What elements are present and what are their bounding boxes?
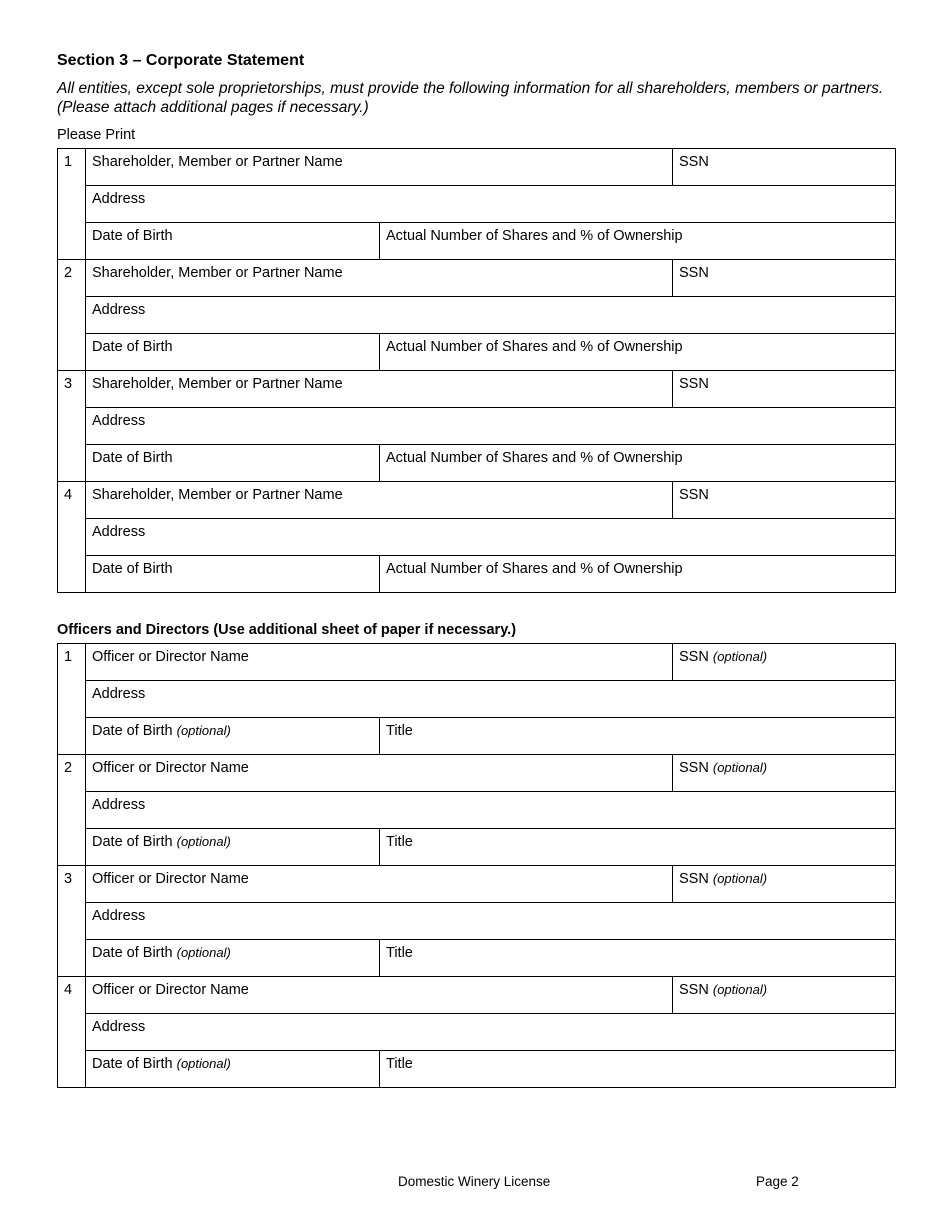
officer-address-row xyxy=(58,903,896,940)
officer-address-label: Address xyxy=(92,1019,146,1035)
officer-title-label: Title xyxy=(386,945,413,961)
shareholder-address-field[interactable] xyxy=(86,297,896,334)
shareholder-address-row xyxy=(58,408,896,445)
shareholder-dob-row xyxy=(58,445,896,482)
shareholder-address-field[interactable] xyxy=(86,408,896,445)
officer-address-label: Address xyxy=(92,908,146,924)
officer-name-label: Officer or Director Name xyxy=(92,649,249,665)
shareholder-name-field[interactable] xyxy=(86,482,673,519)
officer-title-label: Title xyxy=(386,834,413,850)
shareholder-shares-label: Actual Number of Shares and % of Ownership xyxy=(386,450,683,466)
shareholder-shares-label: Actual Number of Shares and % of Ownership xyxy=(386,228,683,244)
officer-name-field[interactable] xyxy=(86,755,673,792)
shareholder-dob-label: Date of Birth xyxy=(92,561,173,577)
shareholder-ssn-field[interactable] xyxy=(673,149,896,186)
shareholder-shares-field[interactable] xyxy=(380,445,896,482)
shareholder-dob-field[interactable] xyxy=(86,556,380,593)
shareholder-number: 2 xyxy=(64,265,73,281)
officer-dob-row xyxy=(58,1051,896,1088)
shareholder-name-row xyxy=(58,260,896,297)
shareholder-dob-field[interactable] xyxy=(86,445,380,482)
officer-ssn-optional-note: (optional) xyxy=(712,982,768,997)
officer-name-row xyxy=(58,866,896,903)
officer-dob-optional-note: (optional) xyxy=(176,945,231,960)
shareholder-dob-field[interactable] xyxy=(86,334,380,371)
shareholder-shares-field[interactable] xyxy=(380,334,896,371)
shareholder-address-row xyxy=(58,186,896,223)
shareholder-address-row xyxy=(58,519,896,556)
shareholder-ssn-field[interactable] xyxy=(673,260,896,297)
officer-address-label: Address xyxy=(92,797,146,813)
shareholder-dob-row xyxy=(58,556,896,593)
officer-name-field[interactable] xyxy=(86,866,673,903)
officer-number: 2 xyxy=(64,760,73,776)
shareholder-name-field[interactable] xyxy=(86,260,673,297)
section-title: Section 3 – Corporate Statement xyxy=(57,52,305,69)
shareholder-shares-field[interactable] xyxy=(380,223,896,260)
officer-ssn-label: SSN xyxy=(679,982,709,998)
officer-dob-optional-note: (optional) xyxy=(176,723,231,738)
officer-dob-optional-note: (optional) xyxy=(176,834,231,849)
officer-number: 4 xyxy=(64,982,73,998)
shareholder-name-label: Shareholder, Member or Partner Name xyxy=(92,376,343,392)
shareholder-number: 4 xyxy=(64,487,73,503)
shareholder-ssn-label: SSN xyxy=(679,154,709,170)
officer-name-label: Officer or Director Name xyxy=(92,871,249,887)
shareholder-number: 3 xyxy=(64,376,73,392)
officer-dob-label: Date of Birth xyxy=(92,723,173,739)
shareholder-shares-label: Actual Number of Shares and % of Ownership xyxy=(386,561,683,577)
officer-dob-label: Date of Birth xyxy=(92,945,173,961)
shareholder-ssn-field[interactable] xyxy=(673,371,896,408)
officer-number: 3 xyxy=(64,871,73,887)
officer-title-field[interactable] xyxy=(380,829,896,866)
officer-address-row xyxy=(58,681,896,718)
shareholder-shares-field[interactable] xyxy=(380,556,896,593)
officer-number: 1 xyxy=(64,649,73,665)
shareholder-address-label: Address xyxy=(92,524,146,540)
shareholder-address-label: Address xyxy=(92,191,146,207)
shareholder-dob-label: Date of Birth xyxy=(92,339,173,355)
officer-ssn-field[interactable] xyxy=(673,755,896,792)
officer-ssn-field[interactable] xyxy=(673,644,896,681)
officer-number-cell xyxy=(58,866,86,977)
officer-dob-label: Date of Birth xyxy=(92,1056,173,1072)
officer-dob-row xyxy=(58,829,896,866)
shareholder-address-field[interactable] xyxy=(86,519,896,556)
officer-title-field[interactable] xyxy=(380,1051,896,1088)
shareholder-address-label: Address xyxy=(92,413,146,429)
officer-dob-optional-note: (optional) xyxy=(176,1056,231,1071)
officer-title-field[interactable] xyxy=(380,940,896,977)
shareholder-shares-label: Actual Number of Shares and % of Ownership xyxy=(386,339,683,355)
officer-ssn-label: SSN xyxy=(679,649,709,665)
footer-page-number: Page 2 xyxy=(756,1174,799,1189)
officer-name-row xyxy=(58,755,896,792)
shareholder-name-field[interactable] xyxy=(86,371,673,408)
shareholder-dob-label: Date of Birth xyxy=(92,450,173,466)
shareholder-ssn-label: SSN xyxy=(679,265,709,281)
officer-dob-field[interactable] xyxy=(86,940,380,977)
shareholder-dob-field[interactable] xyxy=(86,223,380,260)
officer-ssn-label: SSN xyxy=(679,760,709,776)
shareholder-dob-row xyxy=(58,223,896,260)
officers-table xyxy=(57,643,896,1088)
officer-address-field[interactable] xyxy=(86,903,896,940)
officer-ssn-optional-note: (optional) xyxy=(712,649,768,664)
shareholder-name-field[interactable] xyxy=(86,149,673,186)
shareholder-address-row xyxy=(58,297,896,334)
officer-number-cell xyxy=(58,977,86,1088)
officer-name-field[interactable] xyxy=(86,644,673,681)
officer-title-field[interactable] xyxy=(380,718,896,755)
shareholder-dob-label: Date of Birth xyxy=(92,228,173,244)
officer-ssn-field[interactable] xyxy=(673,866,896,903)
officer-address-row xyxy=(58,1014,896,1051)
officer-address-field[interactable] xyxy=(86,792,896,829)
officer-name-field[interactable] xyxy=(86,977,673,1014)
shareholder-number-cell xyxy=(58,371,86,482)
footer-document-name: Domestic Winery License xyxy=(398,1174,551,1189)
shareholder-name-label: Shareholder, Member or Partner Name xyxy=(92,487,343,503)
officer-address-label: Address xyxy=(92,686,146,702)
officer-ssn-field[interactable] xyxy=(673,977,896,1014)
shareholder-number: 1 xyxy=(64,154,73,170)
shareholder-dob-row xyxy=(58,334,896,371)
shareholders-table xyxy=(57,148,896,593)
shareholder-number-cell xyxy=(58,260,86,371)
officer-dob-field[interactable] xyxy=(86,829,380,866)
section-intro: All entities, except sole proprietorships, must provide the following information for all shareholders, members or partners. (Please attach additional pages if necessary.) xyxy=(57,80,884,116)
officer-number-cell xyxy=(58,755,86,866)
officers-title: Officers and Directors (Use additional sheet of paper if necessary.) xyxy=(57,622,517,638)
shareholder-name-label: Shareholder, Member or Partner Name xyxy=(92,154,343,170)
officer-number-cell xyxy=(58,644,86,755)
officer-title-label: Title xyxy=(386,723,413,739)
shareholder-number-cell xyxy=(58,149,86,260)
officer-address-row xyxy=(58,792,896,829)
shareholder-ssn-field[interactable] xyxy=(673,482,896,519)
shareholder-name-row xyxy=(58,149,896,186)
shareholder-ssn-label: SSN xyxy=(679,487,709,503)
officer-ssn-optional-note: (optional) xyxy=(712,871,768,886)
shareholder-name-label: Shareholder, Member or Partner Name xyxy=(92,265,343,281)
officer-address-field[interactable] xyxy=(86,681,896,718)
officer-dob-field[interactable] xyxy=(86,718,380,755)
officer-dob-label: Date of Birth xyxy=(92,834,173,850)
officer-dob-row xyxy=(58,718,896,755)
shareholder-ssn-label: SSN xyxy=(679,376,709,392)
officer-ssn-label: SSN xyxy=(679,871,709,887)
shareholder-address-label: Address xyxy=(92,302,146,318)
officer-name-row xyxy=(58,977,896,1014)
officer-title-label: Title xyxy=(386,1056,413,1072)
officer-name-label: Officer or Director Name xyxy=(92,760,249,776)
officer-name-row xyxy=(58,644,896,681)
officer-dob-field[interactable] xyxy=(86,1051,380,1088)
shareholder-name-row xyxy=(58,371,896,408)
shareholder-address-field[interactable] xyxy=(86,186,896,223)
officer-name-label: Officer or Director Name xyxy=(92,982,249,998)
shareholder-name-row xyxy=(58,482,896,519)
officer-address-field[interactable] xyxy=(86,1014,896,1051)
shareholder-number-cell xyxy=(58,482,86,593)
officer-dob-row xyxy=(58,940,896,977)
please-print-note: Please Print xyxy=(57,127,136,143)
officer-ssn-optional-note: (optional) xyxy=(712,760,768,775)
